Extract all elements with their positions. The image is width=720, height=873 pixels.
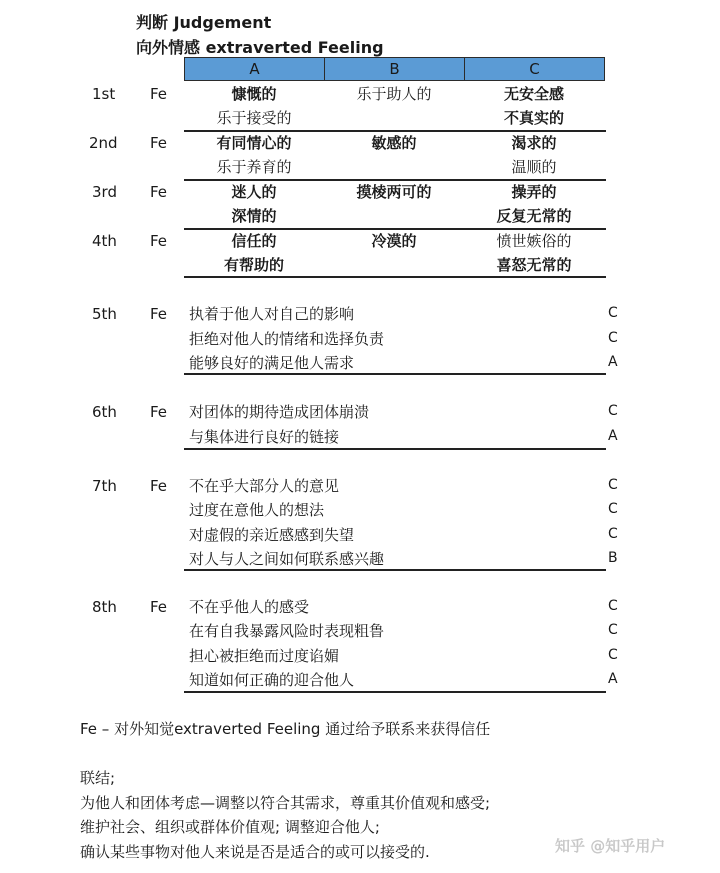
header-title-feeling: 向外情感 extraverted Feeling [136,38,384,57]
group-item: 对虚假的亲近感感到失望 [189,526,355,544]
column-header-b: B [324,57,465,81]
function-label: Fe [150,85,168,103]
function-label: Fe [150,598,168,616]
item-letter: C [608,305,618,321]
function-label: Fe [150,477,168,495]
zhihu-watermark: 知乎 @知乎用户 [555,837,666,855]
group-item: 在有自我暴露风险时表现粗鲁 [189,622,385,640]
group-divider [184,569,606,571]
rank-3rd: 3rd [92,183,117,201]
item-letter: A [608,671,618,687]
cell-a2: 深情的 [231,207,277,225]
group-item: 知道如何正确的迎合他人 [189,671,355,689]
group-item: 对团体的期待造成团体崩溃 [189,403,370,421]
function-label: Fe [150,232,168,250]
item-letter: C [608,330,618,346]
cell-c2: 温顺的 [511,158,557,176]
cell-a2: 有帮助的 [223,256,284,274]
rank-7th: 7th [92,477,117,495]
cell-a1: 迷人的 [231,183,277,201]
cell-b1: 摸棱两可的 [356,183,432,201]
summary-line: 为他人和团体考虑—调整以符合其需求，尊重其价值观和感受; [80,794,491,812]
rank-2nd: 2nd [89,134,118,152]
group-item: 不在乎他人的感受 [189,598,310,616]
function-label: Fe [150,305,168,323]
summary-line: 确认某些事物对他人来说是否是适合的或可以接受的. [80,843,430,861]
cell-c2: 不真实的 [503,109,564,127]
item-letter: A [608,428,618,444]
function-label: Fe [150,183,168,201]
item-letter: C [608,501,618,517]
item-letter: A [608,354,618,370]
group-item: 拒绝对他人的情绪和选择负责 [189,330,385,348]
function-label: Fe [150,134,168,152]
cell-b1: 敏感的 [371,134,417,152]
cell-c1: 操弄的 [511,183,557,201]
column-header-a: A [184,57,325,81]
item-letter: C [608,647,618,663]
rank-4th: 4th [92,232,117,250]
cell-a2: 乐于养育的 [216,158,292,176]
group-item: 执着于他人对自己的影响 [189,305,355,323]
rank-1st: 1st [92,85,116,103]
summary-title: 联结; [80,769,116,787]
fe-definition: Fe – 对外知觉extraverted Feeling 通过给予联系来获得信任 [80,720,491,738]
cell-c2: 喜怒无常的 [496,256,572,274]
group-item: 对人与人之间如何联系感兴趣 [189,550,385,568]
cell-a1: 信任的 [231,232,277,250]
item-letter: C [608,526,618,542]
cell-c1: 渴求的 [511,134,557,152]
group-item: 与集体进行良好的链接 [189,428,340,446]
cell-b1: 乐于助人的 [356,85,432,103]
cell-c1: 愤世嫉俗的 [496,232,572,250]
rank-8th: 8th [92,598,117,616]
column-header-c: C [464,57,605,81]
item-letter: C [608,598,618,614]
cell-a1: 有同情心的 [216,134,292,152]
group-item: 不在乎大部分人的意见 [189,477,340,495]
group-item: 过度在意他人的想法 [189,501,325,519]
cell-a1: 慷慨的 [231,85,277,103]
summary-line: 维护社会、组织或群体价值观; 调整迎合他人; [80,818,380,836]
item-letter: C [608,477,618,493]
group-divider [184,691,606,693]
rank-5th: 5th [92,305,117,323]
item-letter: C [608,622,618,638]
cell-c2: 反复无常的 [496,207,572,225]
cell-b1: 冷漠的 [371,232,417,250]
rank-6th: 6th [92,403,117,421]
item-letter: C [608,403,618,419]
header-title-judgement: 判断 Judgement [136,13,272,32]
group-item: 能够良好的满足他人需求 [189,354,355,372]
cell-c1: 无安全感 [503,85,564,103]
item-letter: B [608,550,618,566]
function-label: Fe [150,403,168,421]
row-divider [184,276,606,278]
group-divider [184,373,606,375]
cell-a2: 乐于接受的 [216,109,292,127]
group-divider [184,448,606,450]
group-item: 担心被拒绝而过度谄媚 [189,647,340,665]
